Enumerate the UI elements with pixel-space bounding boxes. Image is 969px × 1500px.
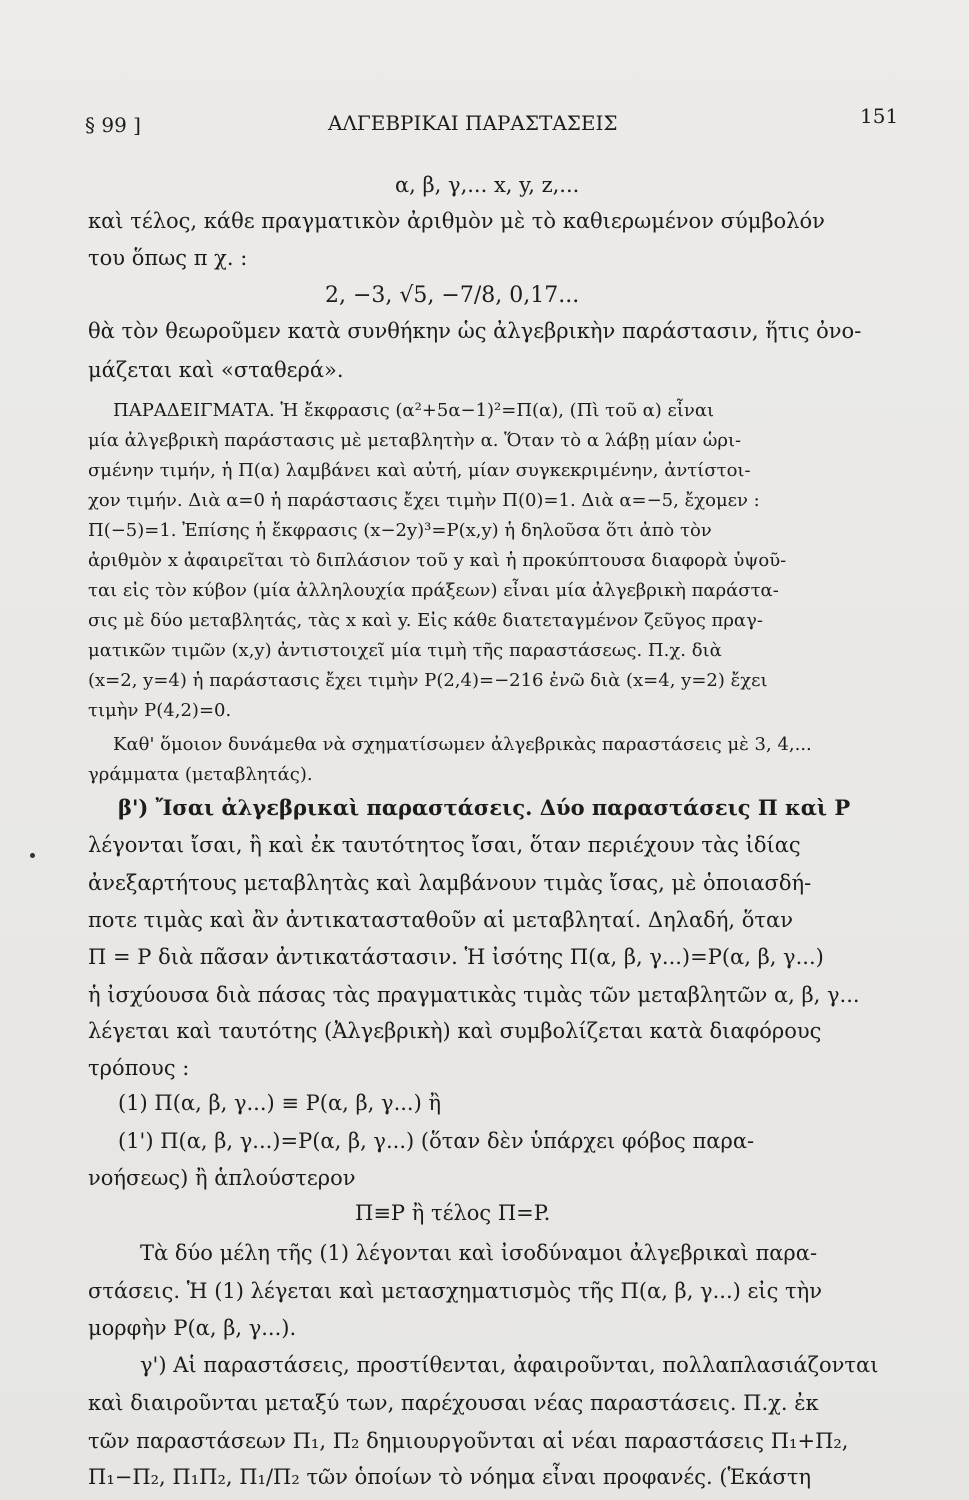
text-line: μορφὴν P(α, β, γ...). — [88, 1316, 297, 1340]
text-line: ται εἰς τὸν κύβον (μία ἀλληλουχία πράξεων) εἶναι μία ἀλγεβρικὴ παράστα- — [88, 580, 779, 601]
text-line: ματικῶν τιμῶν (x,y) ἀντιστοιχεῖ μία τιμὴ τῆς παραστάσεως. Π.χ. διὰ — [88, 640, 722, 661]
text-line: ἀνεξαρτήτους μεταβλητὰς καὶ λαμβάνουν τιμὰς ἴσας, μὲ ὁποιασδή- — [88, 871, 812, 895]
text-line: χον τιμήν. Διὰ α=0 ἡ παράστασις ἔχει τιμὴν Π(0)=1. Διὰ α=−5, ἔχομεν : — [88, 490, 760, 511]
text-line: τῶν παραστάσεων Π₁, Π₂ δημιουργοῦνται αἱ νέαι παραστάσεις Π₁+Π₂, — [88, 1429, 849, 1453]
text-line: λέγεται καὶ ταυτότης (Ἀλγεβρικὴ) καὶ συμβολίζεται κατὰ διαφόρους — [88, 1019, 822, 1043]
text-line: Π = P διὰ πᾶσαν ἀντικατάστασιν. Ἡ ἰσότης Π(α, β, γ...)=P(α, β, γ...) — [88, 945, 824, 969]
text-line: μάζεται καὶ «σταθερά». — [88, 358, 344, 382]
text-line: ποτε τιμὰς καὶ ἂν ἀντικατασταθοῦν αἱ μεταβληταί. Δηλαδή, ὅταν — [88, 908, 793, 932]
identity-line-1: (1) Π(α, β, γ...) ≡ P(α, β, γ...) ἢ — [118, 1091, 442, 1115]
text-line: του ὅπως π χ. : — [88, 246, 248, 270]
text-line: Καθ' ὅμοιον δυνάμεθα νὰ σχηματίσωμεν ἀλγεβρικὰς παραστάσεις μὲ 3, 4,... — [113, 734, 812, 755]
margin-mark — [30, 853, 35, 858]
text-line: καὶ διαιροῦνται μεταξύ των, παρέχουσαι νέας παραστάσεις. Π.χ. ἐκ — [88, 1391, 819, 1415]
text-line: ΠΑΡΑΔΕΙΓΜΑΤΑ. Ἡ ἔκφρασις (α²+5α−1)²=Π(α), (Πὶ τοῦ α) εἶναι — [113, 400, 715, 421]
identity-line-1-prime: (1') Π(α, β, γ...)=P(α, β, γ...) (ὅταν δὲν ὑπάρχει φόβος παρα- — [118, 1129, 755, 1153]
text-line: μία ἀλγεβρικὴ παράστασις μὲ μεταβλητὴν α. Ὅταν τὸ α λάβῃ μίαν ὡρι- — [88, 430, 742, 451]
formula-line: 2, −3, √5, −7/8, 0,17... — [325, 283, 580, 308]
text-line: σις μὲ δύο μεταβλητάς, τὰς x καὶ y. Εἰς κάθε διατεταγμένον ζεῦγος πραγ- — [88, 610, 763, 631]
text-line: τρόπους : — [88, 1056, 190, 1080]
text-line: γ') Αἱ παραστάσεις, προστίθενται, ἀφαιροῦνται, πολλαπλασιάζονται — [140, 1353, 879, 1377]
section-heading-line: β') Ἴσαι ἀλγεβρικαὶ παραστάσεις. Δύο παραστάσεις Π καὶ P — [118, 795, 851, 820]
text-line: λέγονται ἴσαι, ἢ καὶ ἐκ ταυτότητος ἴσαι, ὅταν περιέχουν τὰς ἰδίας — [88, 833, 801, 857]
page-number: 151 — [860, 104, 899, 128]
text-line: σμένην τιμήν, ἡ Π(α) λαμβάνει καὶ αὐτή, μίαν συγκεκριμένην, ἀντίστοι- — [88, 460, 751, 481]
running-title: ΑΛΓΕΒΡΙΚΑΙ ΠΑΡΑΣΤΑΣΕΙΣ — [328, 111, 618, 135]
text-line: Π(−5)=1. Ἐπίσης ἡ ἔκφρασις (x−2y)³=P(x,y) ἡ δηλοῦσα ὅτι ἀπὸ τὸν — [88, 520, 712, 541]
section-marker: § 99 ] — [85, 113, 141, 137]
text-line: Τὰ δύο μέλη τῆς (1) λέγονται καὶ ἰσοδύναμοι ἀλγεβρικαὶ παρα- — [140, 1241, 818, 1265]
text-line: ἀριθμὸν x ἀφαιρεῖται τὸ διπλάσιον τοῦ y καὶ ἡ προκύπτουσα διαφορὰ ὑψοῦ- — [88, 550, 787, 571]
text-line: α, β, γ,... x, y, z,... — [395, 173, 580, 197]
text-line: νοήσεως) ἢ ἁπλούστερον — [88, 1166, 356, 1190]
text-line: Π₁−Π₂, Π₁Π₂, Π₁/Π₂ τῶν ὁποίων τὸ νόημα εἶναι προφανές. (Ἑκάστη — [88, 1465, 812, 1489]
text-line: (x=2, y=4) ἡ παράστασις ἔχει τιμὴν P(2,4)=−216 ἐνῶ διὰ (x=4, y=2) ἔχει — [88, 670, 768, 691]
text-line: στάσεις. Ἡ (1) λέγεται καὶ μετασχηματισμὸς τῆς Π(α, β, γ...) εἰς τὴν — [88, 1279, 823, 1303]
text-line: γράμματα (μεταβλητάς). — [88, 764, 313, 785]
text-line: θὰ τὸν θεωροῦμεν κατὰ συνθήκην ὡς ἀλγεβρικὴν παράστασιν, ἥτις ὀνο- — [88, 319, 862, 343]
text-line: ἡ ἰσχύουσα διὰ πάσας τὰς πραγματικὰς τιμὰς τῶν μεταβλητῶν α, β, γ... — [88, 983, 860, 1007]
text-line: τιμὴν P(4,2)=0. — [88, 700, 232, 721]
text-line: καὶ τέλος, κάθε πραγματικὸν ἀριθμὸν μὲ τὸ καθιερωμένον σύμβολόν — [88, 209, 825, 233]
formula-line: Π≡P ἢ τέλος Π=P. — [355, 1201, 551, 1225]
